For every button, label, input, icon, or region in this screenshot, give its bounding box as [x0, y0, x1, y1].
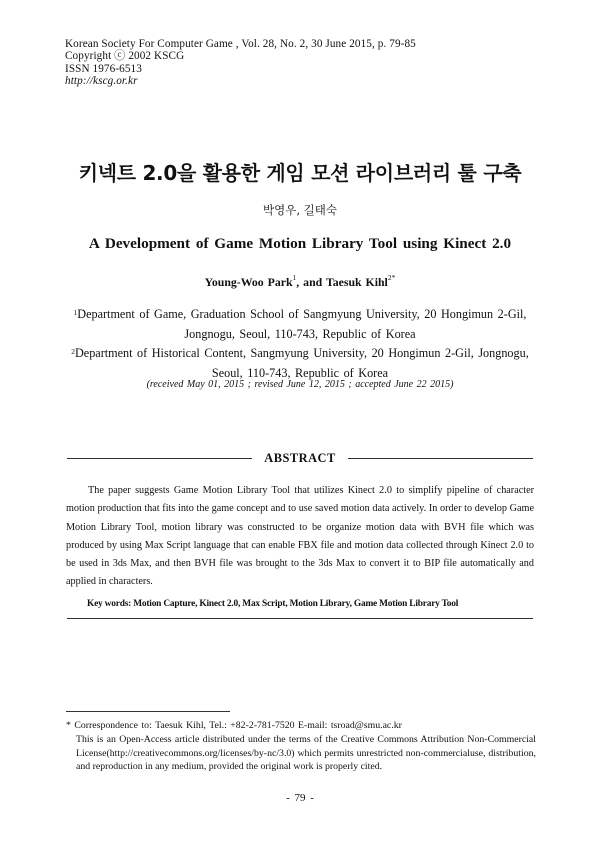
- copyright-line: Copyright ⓒ 2002 KSCG: [65, 50, 185, 63]
- page-number: - 79 -: [286, 792, 314, 804]
- korean-authors: 박영우, 길태숙: [263, 203, 337, 217]
- abstract-heading-row: [67, 449, 533, 469]
- divider: [67, 618, 533, 619]
- affiliation-text: Department of Game, Graduation School of Sangmyung University, 20 Hongimun 2-Gil, Jongnogu, Seoul, 110-743, Republic of Korea: [77, 307, 527, 341]
- license-note: This is an Open-Access article distributed under the terms of the Creative Commons Attribution Non-Commercial License(http://creativecommons.org/licenses/by-nc/3.0) which permits unrestricted non-commercialuse, distribution, and reproduction in any medium, provided the original work is properly cited.: [76, 733, 536, 773]
- author-affil-marker: 1: [292, 273, 297, 282]
- affiliation-marker: 1: [73, 308, 78, 317]
- author-affil-marker: 2*: [387, 273, 396, 282]
- affiliation-1: [60, 305, 540, 344]
- english-title: A Development of Game Motion Library Tool using Kinect 2.0: [88, 235, 512, 252]
- affiliation-2: [60, 344, 540, 383]
- journal-citation: Korean Society For Computer Game , Vol. 28, No. 2, 30 June 2015, p. 79-85: [65, 38, 416, 50]
- journal-header: [65, 38, 416, 88]
- author-name: Young-Woo Park: [204, 275, 293, 289]
- journal-url-link[interactable]: http://kscg.or.kr: [65, 75, 138, 88]
- english-authors: [0, 275, 600, 290]
- affiliation-text: Department of Historical Content, Sangmyung University, 20 Hongimun 2-Gil, Jongnogu, Seoul, 110-743, Republic of Korea: [74, 346, 529, 380]
- abstract-heading: ABSTRACT: [264, 451, 336, 465]
- abstract-body: [66, 482, 534, 592]
- korean-title: 키넥트 2.0을 활용한 게임 모션 라이브러리 툴 구축: [78, 161, 522, 185]
- abstract-text: The paper suggests Game Motion Library Tool that utilizes Kinect 2.0 to simplify pipeline of character motion production that fits into the game concept and to use saved motion data actively. In order to develop Game Motion Library Tool, motion library was constructed to be organize motion data with BVH file which was produced by using Max Script language that can enable FBX file and motion data collected through Kinect 2.0 to be used in 3ds Max, and then BVH file was brought to the 3ds Max to convert it to BIP file automatically and applied in characters.: [66, 485, 534, 588]
- footnote-divider: [66, 711, 230, 712]
- footnote: [66, 719, 536, 774]
- correspondence-note: * Correspondence to: Taesuk Kihl, Tel.: +82-2-781-7520 E-mail: tsroad@smu.ac.kr: [66, 720, 402, 731]
- affiliation-marker: 2: [71, 347, 75, 356]
- issn-line: ISSN 1976-6513: [65, 62, 142, 75]
- divider: [348, 458, 533, 459]
- received-dates: (received May 01, 2015 ; revised June 12, 2015 ; accepted June 22 2015): [146, 379, 454, 390]
- author-separator: , and: [296, 275, 326, 289]
- author-name: Taesuk Kihl: [325, 275, 388, 289]
- keywords: Key words: Motion Capture, Kinect 2.0, Max Script, Motion Library, Game Motion Library Tool: [87, 599, 459, 609]
